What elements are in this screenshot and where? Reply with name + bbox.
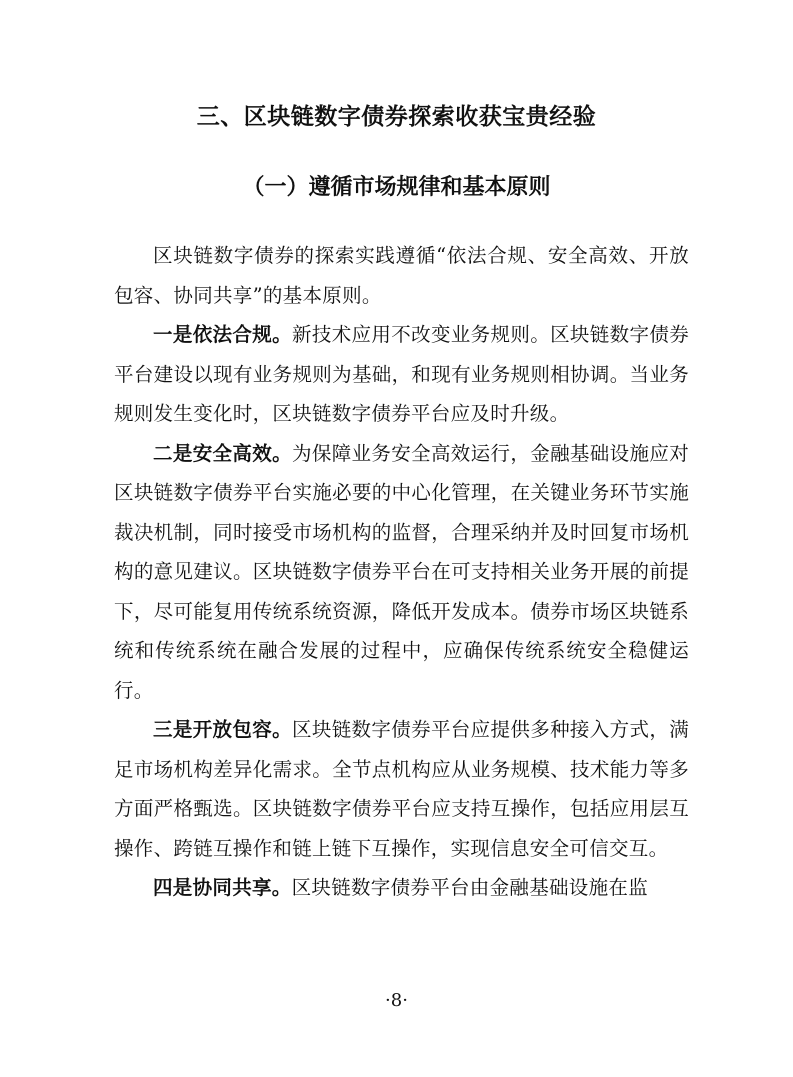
paragraph-principle-3 <box>114 710 689 868</box>
page-number: ·8· <box>385 990 408 1011</box>
body-text <box>114 236 689 908</box>
principle-3-lead: 三是开放包容。 <box>153 718 292 741</box>
paragraph-intro <box>114 236 689 315</box>
section-title: 三、区块链数字债券探索收获宝贵经验 <box>196 104 597 130</box>
paragraph-principle-1 <box>114 315 689 434</box>
paragraph-principle-4 <box>114 868 689 908</box>
principle-1-text: 新技术应用不改变业务规则。区块链数字债券平台建设以现有业务规则为基础，和现有业务规则相协调。当业务规则发生变化时，区块链数字债券平台应及时升级。 <box>114 323 689 425</box>
principle-3-text: 区块链数字债券平台应提供多种接入方式，满足市场机构差异化需求。全节点机构应从业务规模、技术能力等多方面严格甄选。区块链数字债券平台应支持互操作，包括应用层互操作、跨链互操作和链上链下互操作，实现信息安全可信交互。 <box>114 718 689 860</box>
principle-2-text: 为保障业务安全高效运行，金融基础设施应对区块链数字债券平台实施必要的中心化管理，在关键业务环节实施裁决机制，同时接受市场机构的监督，合理采纳并及时回复市场机构的意见建议。区块链数字债券平台在可支持相关业务开展的前提下，尽可能复用传统系统资源，降低开发成本。债券市场区块链系统和传统系统在融合发展的过程中，应确保传统系统安全稳健运行。 <box>114 441 689 702</box>
paragraph-intro-text: 区块链数字债券的探索实践遵循“依法合规、安全高效、开放包容、协同共享”的基本原则。 <box>114 244 689 307</box>
paragraph-principle-2 <box>114 434 689 711</box>
principle-4-lead: 四是协同共享。 <box>153 876 292 899</box>
subsection-title: （一）遵循市场规律和基本原则 <box>242 175 551 200</box>
principle-4-text: 区块链数字债券平台由金融基础设施在监 <box>291 876 649 899</box>
principle-1-lead: 一是依法合规。 <box>153 323 292 346</box>
principle-2-lead: 二是安全高效。 <box>153 441 292 465</box>
